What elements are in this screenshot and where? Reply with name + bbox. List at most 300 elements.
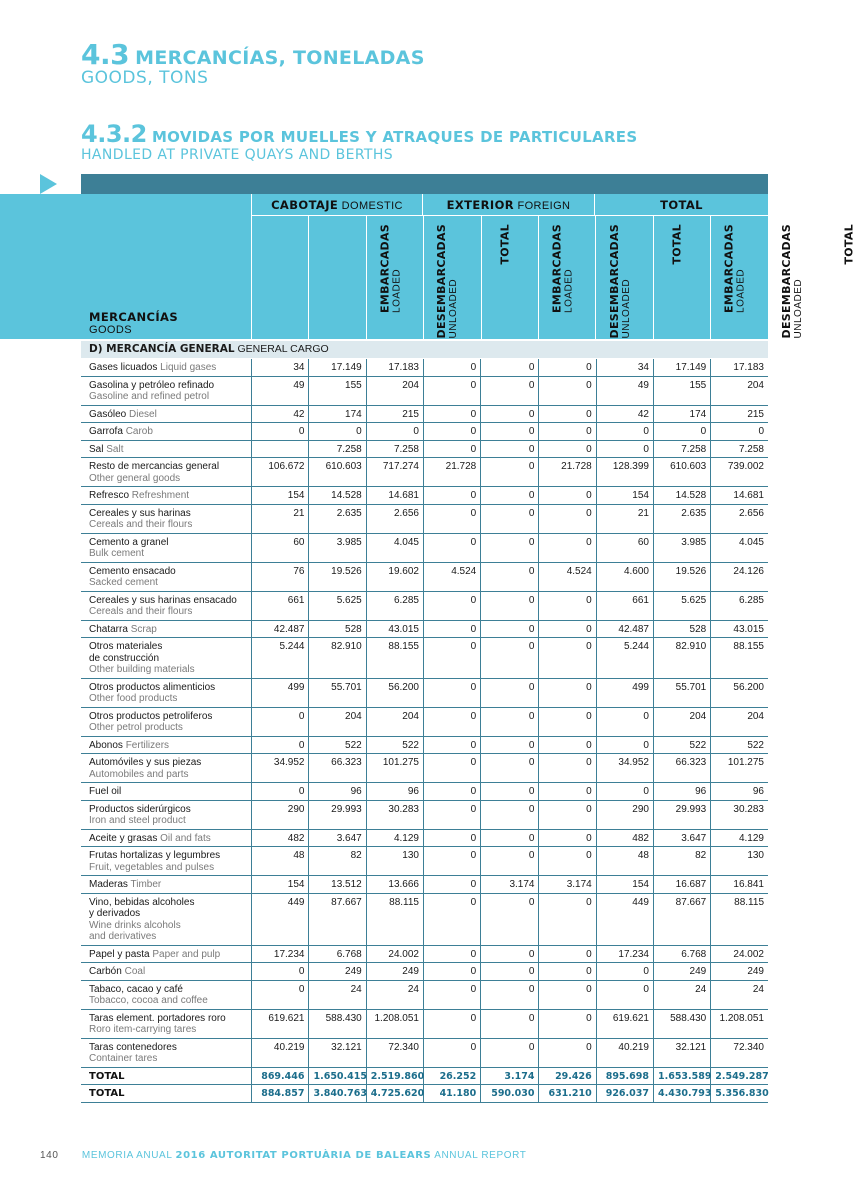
value-cell: 82.910 <box>653 638 710 679</box>
value-cell: 24 <box>711 980 768 1009</box>
value-cell: 619.621 <box>596 1009 653 1038</box>
row-label <box>81 620 252 638</box>
row-label-es: Papel y pasta <box>89 948 150 960</box>
value-cell: 661 <box>252 591 309 620</box>
goods-table <box>81 359 768 1103</box>
value-cell: 717.274 <box>366 458 423 487</box>
value-cell: 1.208.051 <box>711 1009 768 1038</box>
value-cell: 24.002 <box>711 945 768 963</box>
group-header-es: CABOTAJE <box>271 198 339 212</box>
row-label-es: Maderas <box>89 879 128 890</box>
value-cell: 42.487 <box>596 620 653 638</box>
total-value-cell: 895.698 <box>596 1067 653 1085</box>
row-label <box>81 504 252 533</box>
group-header <box>251 194 422 216</box>
column-header-es: DESEMBARCADAS <box>779 224 793 339</box>
value-cell: 4.045 <box>366 533 423 562</box>
section-label-es: D) MERCANCÍA GENERAL <box>89 343 235 355</box>
row-label-es: Productos siderúrgicos <box>89 803 191 815</box>
value-cell: 0 <box>539 736 596 754</box>
value-cell: 0 <box>596 963 653 981</box>
value-cell: 42 <box>596 405 653 423</box>
value-cell: 21.728 <box>539 458 596 487</box>
total-value-cell: 3.174 <box>481 1067 539 1085</box>
value-cell: 0 <box>481 405 539 423</box>
table-row <box>81 783 768 801</box>
value-cell: 56.200 <box>366 678 423 707</box>
value-cell: 6.768 <box>309 945 366 963</box>
row-label-en: Container tares <box>89 1053 158 1064</box>
value-cell: 0 <box>539 754 596 783</box>
value-cell: 0 <box>423 620 480 638</box>
page-number: 140 <box>40 1150 59 1161</box>
row-label-en: Gasoline and refined petrol <box>89 391 210 402</box>
value-cell: 0 <box>481 1038 539 1067</box>
value-cell: 82 <box>653 847 710 876</box>
value-cell: 0 <box>423 783 480 801</box>
value-cell: 101.275 <box>366 754 423 783</box>
row-label-es: Cereales y sus harinas <box>89 507 191 519</box>
value-cell: 0 <box>481 620 539 638</box>
goods-column-header <box>89 311 178 336</box>
row-label-en: Tobacco, cocoa and coffee <box>89 995 208 1006</box>
value-cell: 0 <box>423 980 480 1009</box>
value-cell: 0 <box>539 504 596 533</box>
row-label <box>81 678 252 707</box>
total-value-cell: 26.252 <box>423 1067 480 1085</box>
value-cell: 4.600 <box>596 562 653 591</box>
value-cell: 4.524 <box>539 562 596 591</box>
value-cell: 290 <box>596 800 653 829</box>
value-cell: 0 <box>423 876 480 894</box>
table-row <box>81 591 768 620</box>
value-cell: 7.258 <box>653 440 710 458</box>
row-label <box>81 487 252 505</box>
row-label <box>81 963 252 981</box>
value-cell: 0 <box>539 963 596 981</box>
value-cell: 5.625 <box>309 591 366 620</box>
total-value-cell: 2.519.860 <box>366 1067 423 1085</box>
row-label-en: Other petrol products <box>89 722 183 733</box>
value-cell: 174 <box>653 405 710 423</box>
value-cell: 174 <box>309 405 366 423</box>
row-label-en: Other building materials <box>89 664 195 675</box>
value-cell: 60 <box>596 533 653 562</box>
row-label <box>81 829 252 847</box>
table-row <box>81 440 768 458</box>
table-row <box>81 359 768 376</box>
total-value-cell: 5.356.830 <box>711 1085 768 1103</box>
value-cell: 2.635 <box>653 504 710 533</box>
value-cell: 204 <box>653 707 710 736</box>
value-cell: 0 <box>596 423 653 441</box>
value-cell: 0 <box>481 376 539 405</box>
row-label <box>81 980 252 1009</box>
value-cell: 17.234 <box>252 945 309 963</box>
value-cell: 0 <box>539 678 596 707</box>
value-cell: 0 <box>423 638 480 679</box>
table-row <box>81 963 768 981</box>
row-label <box>81 359 252 376</box>
value-cell: 72.340 <box>366 1038 423 1067</box>
value-cell: 0 <box>423 893 480 945</box>
column-header-es: EMBARCADAS <box>722 224 736 313</box>
total-value-cell: 41.180 <box>423 1085 480 1103</box>
value-cell: 0 <box>539 405 596 423</box>
value-cell: 482 <box>596 829 653 847</box>
value-cell: 154 <box>596 876 653 894</box>
value-cell: 2.656 <box>366 504 423 533</box>
table-row <box>81 423 768 441</box>
group-header <box>422 194 594 216</box>
value-cell: 3.985 <box>653 533 710 562</box>
value-cell: 96 <box>366 783 423 801</box>
value-cell: 55.701 <box>653 678 710 707</box>
value-cell: 3.647 <box>653 829 710 847</box>
value-cell: 96 <box>653 783 710 801</box>
value-cell: 0 <box>481 963 539 981</box>
value-cell: 0 <box>481 800 539 829</box>
value-cell: 0 <box>481 533 539 562</box>
group-header <box>594 194 768 216</box>
value-cell: 290 <box>252 800 309 829</box>
value-cell: 0 <box>481 893 539 945</box>
value-cell: 14.528 <box>309 487 366 505</box>
value-cell: 4.524 <box>423 562 480 591</box>
column-header-en: LOADED <box>563 268 575 313</box>
arrow-marker-icon <box>40 174 57 194</box>
value-cell: 0 <box>481 562 539 591</box>
table-row <box>81 800 768 829</box>
value-cell: 42.487 <box>252 620 309 638</box>
group-header-en: DOMESTIC <box>341 200 403 212</box>
row-label-es: Sal <box>89 443 104 455</box>
row-label <box>81 783 252 801</box>
value-cell: 0 <box>596 736 653 754</box>
table-row <box>81 678 768 707</box>
value-cell: 101.275 <box>711 754 768 783</box>
row-label-en: Sacked cement <box>89 577 158 588</box>
table-row <box>81 376 768 405</box>
section-title-en: GOODS, TONS <box>81 68 209 88</box>
value-cell: 0 <box>481 638 539 679</box>
column-header-es: EMBARCADAS <box>378 224 391 313</box>
total-value-cell: 590.030 <box>481 1085 539 1103</box>
value-cell: 48 <box>596 847 653 876</box>
value-cell <box>252 440 309 458</box>
row-label <box>81 736 252 754</box>
value-cell: 0 <box>481 754 539 783</box>
value-cell: 17.149 <box>309 359 366 376</box>
subsection-title-en: HANDLED AT PRIVATE QUAYS AND BERTHS <box>81 147 394 163</box>
value-cell: 17.183 <box>711 359 768 376</box>
value-cell: 3.174 <box>481 876 539 894</box>
row-label-es: Tabaco, cacao y café <box>89 983 183 995</box>
value-cell: 0 <box>539 359 596 376</box>
value-cell: 17.234 <box>596 945 653 963</box>
value-cell: 43.015 <box>366 620 423 638</box>
row-label-es: Gasóleo <box>89 408 127 420</box>
row-label-en: Other general goods <box>89 472 181 484</box>
value-cell: 49 <box>252 376 309 405</box>
value-cell: 449 <box>596 893 653 945</box>
value-cell: 661 <box>596 591 653 620</box>
value-cell: 0 <box>481 440 539 458</box>
total-value-cell: 2.549.287 <box>711 1067 768 1085</box>
value-cell: 0 <box>539 783 596 801</box>
table-row <box>81 405 768 423</box>
row-label <box>81 847 252 876</box>
value-cell: 76 <box>252 562 309 591</box>
value-cell: 24 <box>653 980 710 1009</box>
value-cell: 0 <box>481 423 539 441</box>
section-heading <box>81 38 425 88</box>
table-top-bar <box>81 174 768 194</box>
section-title-es: MERCANCÍAS, TONELADAS <box>135 47 425 69</box>
value-cell: 0 <box>481 783 539 801</box>
value-cell: 0 <box>423 945 480 963</box>
column-header-en: LOADED <box>391 268 402 313</box>
value-cell: 4.129 <box>366 829 423 847</box>
row-label-en: Bulk cement <box>89 548 145 559</box>
value-cell: 0 <box>423 359 480 376</box>
value-cell: 522 <box>653 736 710 754</box>
goods-header-es: MERCANCÍAS <box>89 310 179 324</box>
value-cell: 0 <box>539 440 596 458</box>
value-cell: 204 <box>309 707 366 736</box>
row-label <box>81 945 252 963</box>
value-cell: 204 <box>366 707 423 736</box>
value-cell: 5.244 <box>252 638 309 679</box>
row-label-es: Cereales y sus harinas ensacado <box>89 594 237 606</box>
value-cell: 14.528 <box>653 487 710 505</box>
value-cell: 34.952 <box>596 754 653 783</box>
value-cell: 32.121 <box>653 1038 710 1067</box>
column-header-en: UNLOADED <box>620 278 632 339</box>
value-cell: 0 <box>539 829 596 847</box>
value-cell: 7.258 <box>366 440 423 458</box>
value-cell: 106.672 <box>252 458 309 487</box>
value-cell: 6.768 <box>653 945 710 963</box>
value-cell: 522 <box>366 736 423 754</box>
row-label-en: Diesel <box>129 408 157 420</box>
footer-pre: MEMORIA ANUAL <box>81 1150 173 1161</box>
value-cell: 96 <box>711 783 768 801</box>
value-cell: 24.126 <box>711 562 768 591</box>
row-label-en: Other food products <box>89 693 178 704</box>
value-cell: 528 <box>653 620 710 638</box>
value-cell: 19.526 <box>309 562 366 591</box>
value-cell: 130 <box>711 847 768 876</box>
table-row <box>81 893 768 945</box>
value-cell: 0 <box>539 893 596 945</box>
value-cell: 43.015 <box>711 620 768 638</box>
value-cell: 0 <box>481 829 539 847</box>
table-row <box>81 736 768 754</box>
value-cell: 0 <box>252 963 309 981</box>
row-label <box>81 405 252 423</box>
section-row-general-cargo <box>81 341 768 358</box>
value-cell: 88.115 <box>366 893 423 945</box>
value-cell: 49 <box>596 376 653 405</box>
row-label-es: Aceite y grasas <box>89 832 158 844</box>
value-cell: 0 <box>481 736 539 754</box>
table-row <box>81 533 768 562</box>
row-label-en: Iron and steel product <box>89 815 186 826</box>
total-row <box>81 1085 768 1103</box>
total-row <box>81 1067 768 1085</box>
value-cell: 215 <box>366 405 423 423</box>
row-label <box>81 533 252 562</box>
row-label <box>81 638 252 679</box>
value-cell: 499 <box>252 678 309 707</box>
value-cell: 3.985 <box>309 533 366 562</box>
value-cell: 82 <box>309 847 366 876</box>
value-cell: 0 <box>423 800 480 829</box>
value-cell: 0 <box>539 487 596 505</box>
column-header-es: DESEMBARCADAS <box>607 224 621 339</box>
row-label-es: Frutas hortalizas y legumbres <box>89 850 221 861</box>
value-cell: 21 <box>252 504 309 533</box>
value-cell: 0 <box>423 847 480 876</box>
row-label <box>81 562 252 591</box>
value-cell: 4.045 <box>711 533 768 562</box>
total-value-cell: 1.653.589 <box>653 1067 710 1085</box>
value-cell: 249 <box>309 963 366 981</box>
value-cell: 24 <box>366 980 423 1009</box>
value-cell: 0 <box>596 980 653 1009</box>
row-label-es: Refresco <box>89 490 130 501</box>
value-cell: 739.002 <box>711 458 768 487</box>
value-cell: 0 <box>481 458 539 487</box>
table-row <box>81 980 768 1009</box>
row-label-en: Coal <box>124 966 146 977</box>
table-row <box>81 1038 768 1067</box>
value-cell: 0 <box>252 707 309 736</box>
value-cell: 14.681 <box>711 487 768 505</box>
value-cell: 0 <box>423 376 480 405</box>
total-value-cell: 1.650.415 <box>309 1067 366 1085</box>
value-cell: 0 <box>309 423 366 441</box>
row-label-en: Automobiles and parts <box>89 768 189 780</box>
row-label-en: Paper and pulp <box>152 948 221 960</box>
row-label-en: Fruit, vegetables and pulses <box>89 861 215 873</box>
page-footer <box>40 1150 526 1161</box>
subsection-number: 4.3.2 <box>81 120 147 148</box>
column-header-es: TOTAL <box>498 224 512 265</box>
table-row <box>81 754 768 783</box>
value-cell: 88.155 <box>711 638 768 679</box>
total-value-cell: 631.210 <box>539 1085 596 1103</box>
value-cell: 0 <box>481 678 539 707</box>
value-cell: 204 <box>711 376 768 405</box>
value-cell: 30.283 <box>711 800 768 829</box>
value-cell: 215 <box>711 405 768 423</box>
table-row <box>81 707 768 736</box>
footer-post: ANNUAL REPORT <box>434 1150 527 1161</box>
row-label-en: Carob <box>125 426 153 437</box>
value-cell: 21 <box>596 504 653 533</box>
value-cell: 88.115 <box>711 893 768 945</box>
value-cell: 3.647 <box>309 829 366 847</box>
value-cell: 42 <box>252 405 309 423</box>
row-label-es: Otros productos petroliferos <box>89 710 213 722</box>
total-value-cell: 884.857 <box>252 1085 309 1103</box>
value-cell: 87.667 <box>653 893 710 945</box>
value-cell: 0 <box>539 638 596 679</box>
value-cell: 522 <box>711 736 768 754</box>
row-label <box>81 876 252 894</box>
value-cell: 0 <box>252 783 309 801</box>
table-row <box>81 847 768 876</box>
value-cell: 249 <box>366 963 423 981</box>
value-cell: 5.244 <box>596 638 653 679</box>
row-label <box>81 458 252 487</box>
value-cell: 128.399 <box>596 458 653 487</box>
goods-header-en: GOODS <box>89 324 132 336</box>
value-cell: 154 <box>596 487 653 505</box>
value-cell: 0 <box>481 945 539 963</box>
value-cell: 0 <box>596 783 653 801</box>
total-value-cell: 4.430.793 <box>653 1085 710 1103</box>
value-cell: 0 <box>481 504 539 533</box>
row-label-en: Roro item-carrying tares <box>89 1024 197 1035</box>
value-cell: 0 <box>481 707 539 736</box>
value-cell: 0 <box>481 359 539 376</box>
value-cell: 17.183 <box>366 359 423 376</box>
value-cell: 0 <box>539 376 596 405</box>
table-row <box>81 876 768 894</box>
value-cell: 0 <box>539 1038 596 1067</box>
value-cell: 66.323 <box>309 754 366 783</box>
value-cell: 0 <box>539 945 596 963</box>
row-label-es: Gasolina y petróleo refinado <box>89 379 215 391</box>
value-cell: 6.285 <box>366 591 423 620</box>
row-label-en: Cereals and their flours <box>89 606 193 617</box>
value-cell: 0 <box>252 980 309 1009</box>
group-header-en: FOREIGN <box>517 200 571 212</box>
row-label-es: Vino, bebidas alcoholes y derivados <box>89 896 195 919</box>
row-label <box>81 754 252 783</box>
value-cell: 5.625 <box>653 591 710 620</box>
value-cell: 2.635 <box>309 504 366 533</box>
value-cell: 0 <box>481 1009 539 1038</box>
value-cell: 588.430 <box>653 1009 710 1038</box>
table-row <box>81 1009 768 1038</box>
value-cell: 17.149 <box>653 359 710 376</box>
total-label: TOTAL <box>81 1085 252 1103</box>
footer-bold: 2016 AUTORITAT PORTUÀRIA DE BALEARS <box>175 1150 432 1161</box>
value-cell: 6.285 <box>711 591 768 620</box>
value-cell: 0 <box>252 423 309 441</box>
value-cell: 588.430 <box>309 1009 366 1038</box>
row-label-es: Carbón <box>89 966 122 977</box>
value-cell: 0 <box>423 440 480 458</box>
row-label <box>81 800 252 829</box>
subsection-heading <box>81 120 638 163</box>
value-cell: 0 <box>539 1009 596 1038</box>
value-cell: 449 <box>252 893 309 945</box>
row-label-es: Automóviles y sus piezas <box>89 757 202 768</box>
table-row <box>81 458 768 487</box>
row-label <box>81 707 252 736</box>
row-label-en: Liquid gases <box>160 362 217 373</box>
value-cell: 0 <box>423 423 480 441</box>
row-label-es: Cemento ensacado <box>89 565 176 577</box>
value-cell: 0 <box>539 707 596 736</box>
value-cell: 610.603 <box>309 458 366 487</box>
total-value-cell: 3.840.763 <box>309 1085 366 1103</box>
